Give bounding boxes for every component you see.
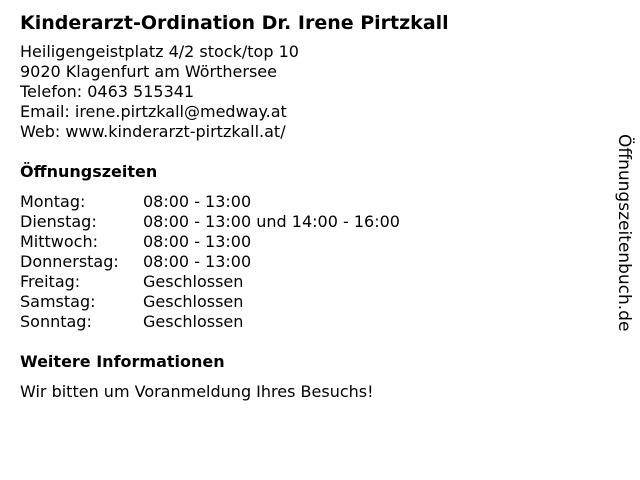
hours-day: Dienstag:	[20, 212, 97, 231]
hours-row-sunday	[20, 312, 600, 332]
hours-time: Geschlossen	[143, 312, 244, 331]
hours-time: 08:00 - 13:00	[143, 252, 252, 271]
hours-row-friday	[20, 272, 600, 292]
hours-day: Montag:	[20, 192, 86, 211]
hours-time: Geschlossen	[143, 272, 244, 291]
hours-time: 08:00 - 13:00	[143, 232, 252, 251]
hours-day: Mittwoch:	[20, 232, 98, 251]
hours-row-monday	[20, 192, 600, 212]
address-street: Heiligengeistplatz 4/2 stock/top 10	[20, 42, 299, 61]
hours-row-thursday	[20, 252, 600, 272]
hours-day: Sonntag:	[20, 312, 92, 331]
further-info-text: Wir bitten um Voranmeldung Ihres Besuchs!	[20, 382, 374, 401]
hours-row-saturday	[20, 292, 600, 312]
address-city: 9020 Klagenfurt am Wörthersee	[20, 62, 277, 81]
hours-row-tuesday	[20, 212, 600, 232]
phone-line: Telefon: 0463 515341	[20, 82, 195, 101]
watermark-label: Öffnungszeitenbuch.de	[614, 134, 634, 332]
hours-time: 08:00 - 13:00 und 14:00 - 16:00	[143, 212, 400, 231]
web-line: Web: www.kinderarzt-pirtzkall.at/	[20, 122, 286, 141]
practice-name: Kinderarzt-Ordination Dr. Irene Pirtzkall	[20, 12, 449, 34]
hours-time: 08:00 - 13:00	[143, 192, 252, 211]
hours-day: Samstag:	[20, 292, 96, 311]
opening-hours-heading: Öffnungszeiten	[20, 162, 158, 181]
opening-hours-table	[20, 192, 600, 332]
content	[20, 9, 600, 402]
hours-time: Geschlossen	[143, 292, 244, 311]
hours-row-wednesday	[20, 232, 600, 252]
hours-day: Freitag:	[20, 272, 81, 291]
hours-day: Donnerstag:	[20, 252, 119, 271]
email-line: Email: irene.pirtzkall@medway.at	[20, 102, 287, 121]
address-block	[20, 42, 600, 142]
further-info-heading: Weitere Informationen	[20, 352, 225, 371]
